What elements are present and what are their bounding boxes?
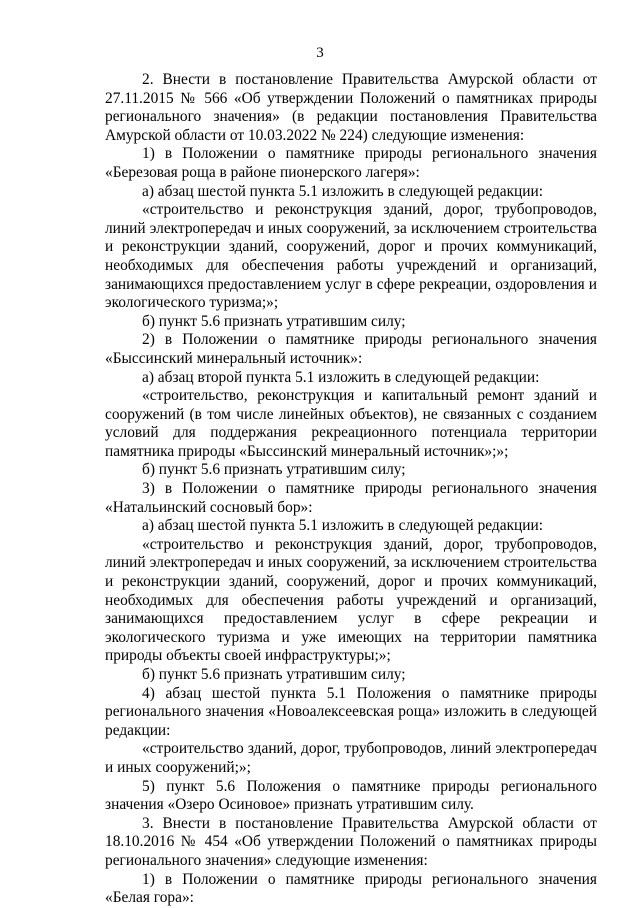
paragraph: б) пункт 5.6 признать утратившим силу;	[142, 312, 406, 330]
paragraph: 2. Внести в постановление Правительства Амурской области от 27.11.2015 № 566 «Об утверждении Положений о памятниках природы регионального значения» (в редакции постановления Правительства Амурской области от 10.03.2022 № 224) следующие изменения:	[105, 71, 597, 144]
paragraph: «строительство и реконструкция зданий, дорог, трубопроводов, линий электропередач и иных сооружений, за исключением строительства и реконструкции зданий, сооружений, дорог и прочих коммуникаций, необходимых для обеспечения работы учреждений и организаций, занимающихся предоставлением услуг в сфере рекреации, оздоровления и экологического туризма;»;	[105, 201, 597, 312]
paragraph: 5) пункт 5.6 Положения о памятнике природы регионального значения «Озеро Осиновое» признать утратившим силу.	[105, 777, 597, 814]
document-body	[105, 71, 597, 908]
paragraph: 2) в Положении о памятнике природы регионального значения «Быссинский минеральный источник»:	[105, 331, 597, 367]
paragraph: 3) в Положении о памятнике природы регионального значения «Натальинский сосновый бор»:	[105, 480, 597, 516]
paragraph: а) абзац второй пункта 5.1 изложить в следующей редакции:	[142, 368, 540, 386]
page-number: 3	[316, 45, 324, 61]
paragraph: «строительство, реконструкция и капитальный ремонт зданий и сооружений (в том числе линейных объектов), не связанных с созданием условий для поддержания рекреационного потенциала территории памятника природы «Быссинский минеральный источник»;»;	[105, 387, 597, 460]
paragraph: а) абзац шестой пункта 5.1 изложить в следующей редакции:	[142, 182, 544, 200]
paragraph: 1) в Положении о памятнике природы регионального значения «Березовая роща в районе пионерского лагеря»:	[105, 145, 597, 181]
paragraph: а) абзац шестой пункта 5.1 изложить в следующей редакции:	[142, 517, 544, 535]
paragraph: «строительство зданий, дорог, трубопроводов, линий электропередач и иных сооружений;»;	[105, 740, 597, 776]
paragraph: «строительство и реконструкция зданий, дорог, трубопроводов, линий электропередач и иных сооружений, за исключением строительства и реконструкции зданий, сооружений, дорог и прочих коммуникаций, необходимых для обеспечения работы учреждений и организаций, занимающихся предоставлением услуг в сфере рекреации и экологического туризма и уже имеющих на территории памятника природы объекты своей инфраструктуры;»;	[105, 535, 597, 665]
paragraph: б) пункт 5.6 признать утратившим силу;	[142, 666, 406, 683]
paragraph: 3. Внести в постановление Правительства Амурской области от 18.10.2016 № 454 «Об утверждении Положений о памятниках природы регионального значения» следующие изменения:	[105, 814, 597, 869]
paragraph: б) пункт 5.6 признать утратившим силу;	[142, 461, 406, 479]
paragraph: 1) в Положении о памятнике природы регионального значения «Белая гора»:	[105, 870, 597, 907]
paragraph: 4) абзац шестой пункта 5.1 Положения о памятнике природы регионального значения «Новоалексеевская роща» изложить в следующей редакции:	[105, 684, 597, 739]
